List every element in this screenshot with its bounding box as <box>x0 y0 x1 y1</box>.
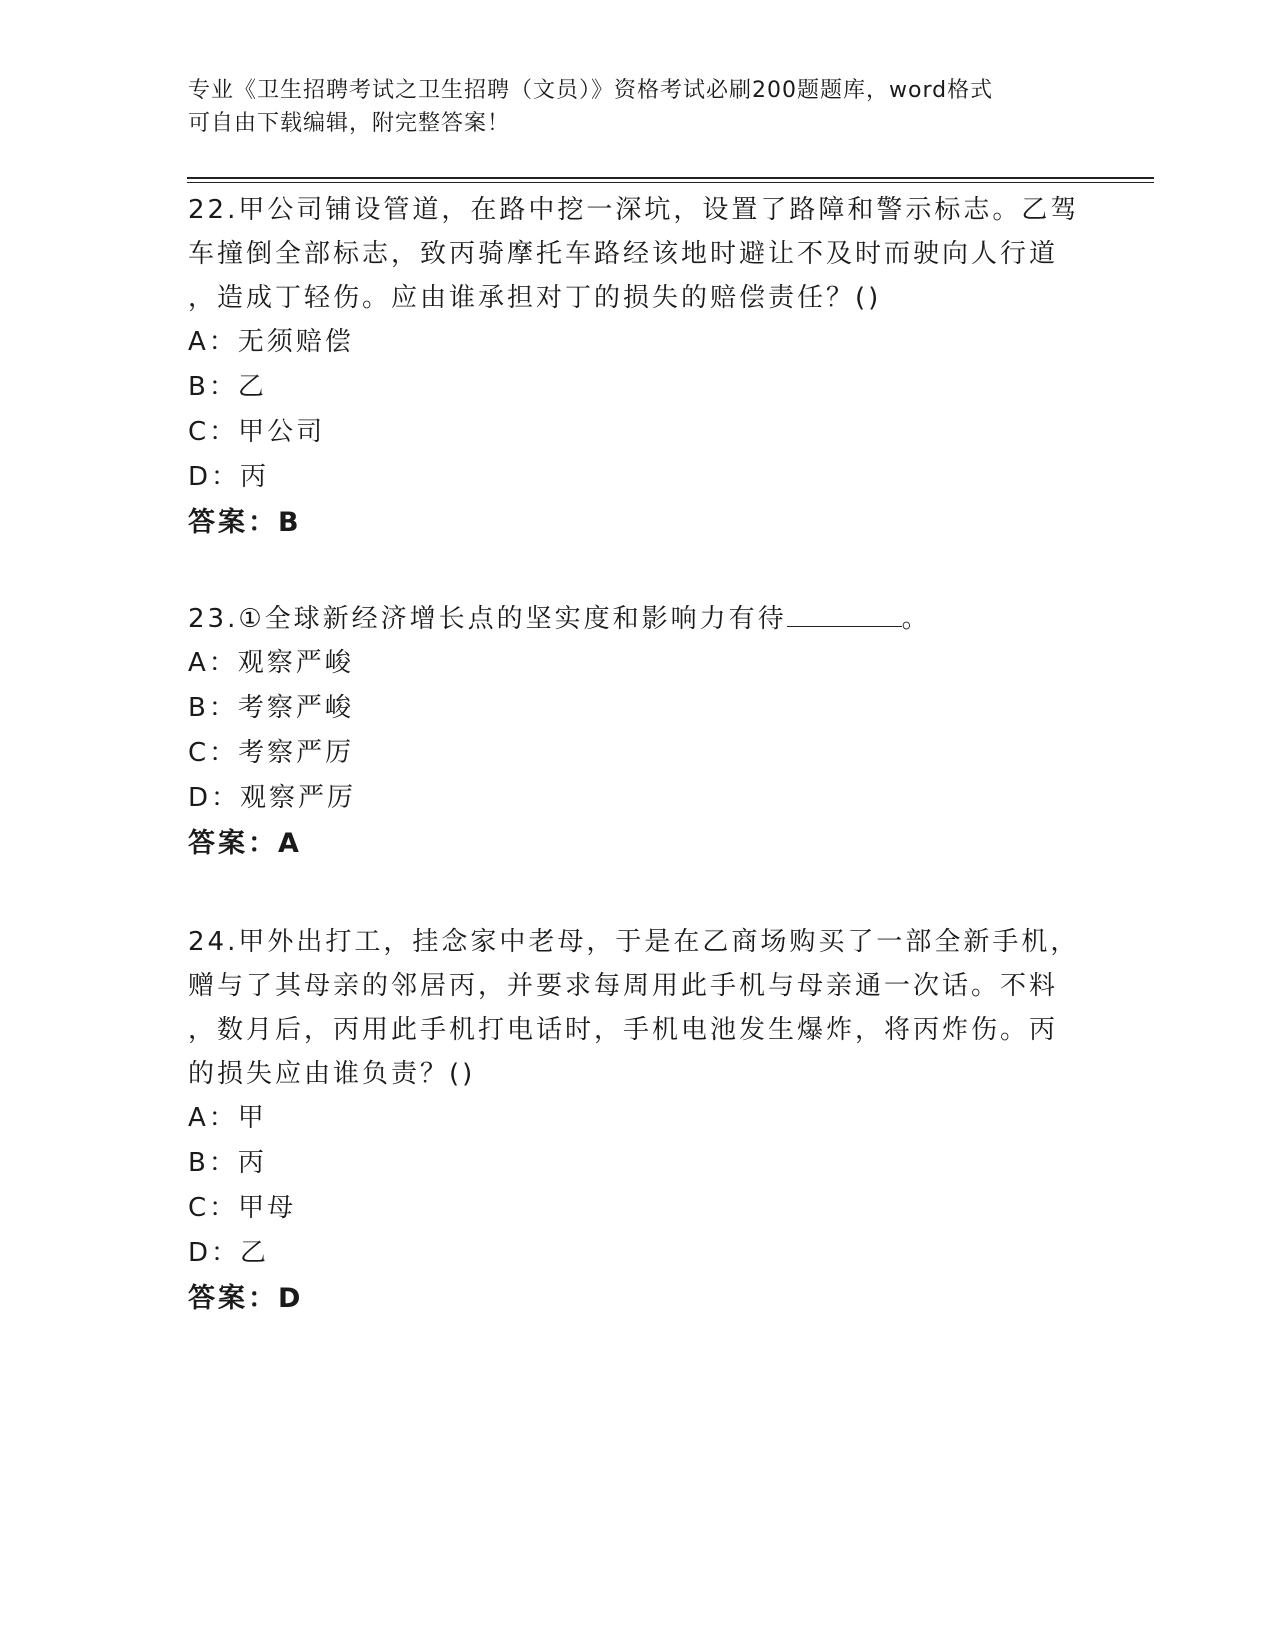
option-c: C：考察严厉 <box>188 738 355 768</box>
option-b: B：考察严峻 <box>188 693 354 723</box>
question-text-line: 的损失应由谁负责？() <box>188 1059 476 1089</box>
question-text: 23.①全球新经济增长点的坚实度和影响力有待 <box>188 604 787 634</box>
option-a: A：无须赔偿 <box>188 327 354 357</box>
question-text-line: ，造成丁轻伤。应由谁承担对丁的损失的赔偿责任？() <box>188 283 882 313</box>
document-header <box>188 74 1068 140</box>
answer: 答案：B <box>188 507 302 538</box>
question-24 <box>188 920 1088 1321</box>
option-a: A：观察严峻 <box>188 648 354 678</box>
question-text-line: 24.甲外出打工，挂念家中老母，于是在乙商场购买了一部全新手机， <box>188 927 1080 957</box>
question-text-line: 22.甲公司铺设管道，在路中挖一深坑，设置了路障和警示标志。乙驾 <box>188 195 1080 225</box>
header-divider-thick <box>187 177 1154 179</box>
question-22 <box>188 188 1088 545</box>
option-d: D：乙 <box>188 1238 270 1268</box>
question-text-line: ，数月后，丙用此手机打电话时，手机电池发生爆炸，将丙炸伤。丙 <box>188 1015 1059 1045</box>
question-text-suffix: 。 <box>901 604 931 634</box>
question-text-line: 车撞倒全部标志，致丙骑摩托车路经该地时避让不及时而驶向人行道 <box>188 239 1059 269</box>
option-b: B：乙 <box>188 372 267 402</box>
header-divider-thin <box>187 182 1154 183</box>
question-text-line <box>188 597 1088 641</box>
fill-in-blank <box>787 600 902 627</box>
header-title-line-2: 可自由下载编辑，附完整答案！ <box>188 111 511 136</box>
header-title-line-1: 专业《卫生招聘考试之卫生招聘（文员）》资格考试必刷200题题库，word格式 <box>188 78 994 103</box>
option-c: C：甲公司 <box>188 417 326 447</box>
option-a: A：甲 <box>188 1103 267 1133</box>
answer: 答案：A <box>188 828 302 859</box>
question-text-line: 赠与了其母亲的邻居丙，并要求每周用此手机与母亲通一次话。不料 <box>188 971 1059 1001</box>
option-d: D：观察严厉 <box>188 783 357 813</box>
option-c: C：甲母 <box>188 1193 297 1223</box>
option-b: B：丙 <box>188 1148 267 1178</box>
question-23 <box>188 597 1088 866</box>
option-d: D：丙 <box>188 462 270 492</box>
answer: 答案：D <box>188 1283 304 1314</box>
